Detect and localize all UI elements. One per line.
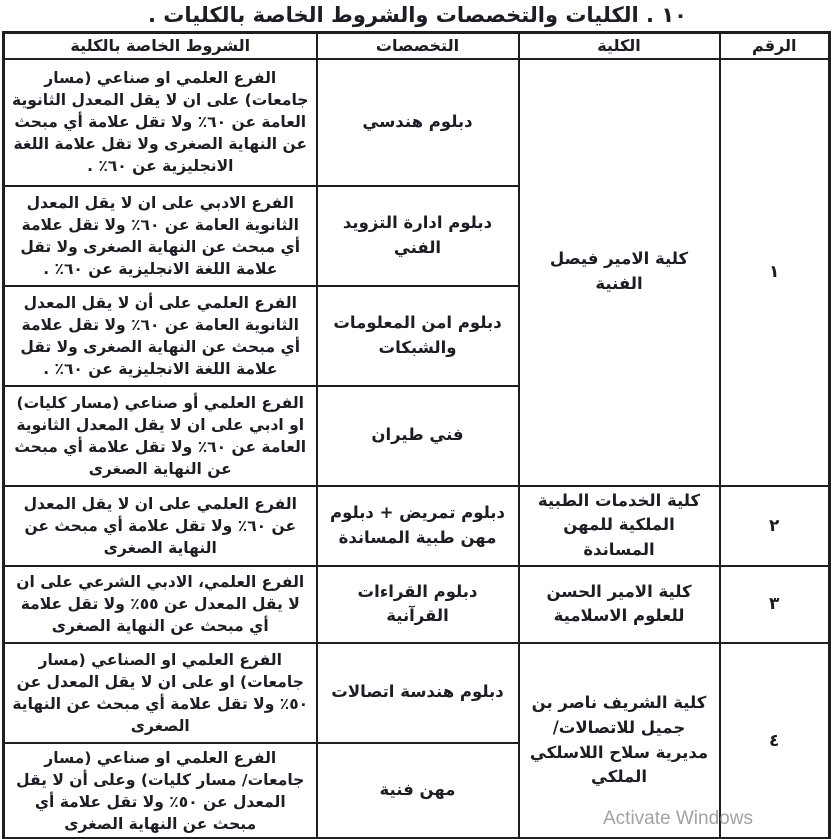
specialization-cell: دبلوم تمريض + دبلوم مهن طبية المساندة [317,486,519,566]
header-college: الكلية [519,33,720,59]
specialization-cell: دبلوم القراءات القرآنية [317,566,519,643]
page-title: ١٠ . الكليات والتخصصات والشروط الخاصة بالكليات . [148,3,687,27]
condition-cell: الفرع العلمي او صناعي (مسار جامعات) على ان لا يقل المعدل الثانوية العامة عن ٦٠٪ ولا تقل علامة أي مبحث عن النهاية الصغرى ولا تقل علامة اللغة الانجليزية عن ٦٠٪ . [4,59,317,186]
condition-cell: الفرع العلمي أو صناعي (مسار كليات) او ادبي على ان لا يقل المعدل الثانوية العامة عن ٦٠٪ ولا تقل علامة أي مبحث عن النهاية الصغرى [4,386,317,486]
header-conditions: الشروط الخاصة بالكلية [4,33,317,59]
specialization-cell: دبلوم ادارة التزويد الفني [317,186,519,286]
table-row [4,59,830,186]
condition-cell: الفرع العلمي او الصناعي (مسار جامعات) او على ان لا يقل المعدل عن ٥٠٪ ولا تقل علامة أي مبحث عن النهاية الصغرى [4,643,317,743]
table-row [4,643,830,743]
colleges-table [2,31,831,839]
condition-cell: الفرع العلمي على أن لا يقل المعدل الثانوية العامة عن ٦٠٪ ولا تقل علامة أي مبحث عن النهاية الصغرى ولا تقل علامة اللغة الانجليزية عن ٦٠٪ . [4,286,317,386]
college-cell: كلية الشريف ناصر بن جميل للاتصالات/ مديرية سلاح اللاسلكي الملكي [519,643,720,839]
condition-cell: الفرع العلمي او صناعي (مسار جامعات/ مسار كليات) وعلى أن لا يقل المعدل عن ٥٠٪ ولا تقل علامة أي مبحث عن النهاية الصغرى [4,743,317,839]
number-cell: ٣ [720,566,830,643]
condition-cell: الفرع العلمي، الادبي الشرعي على ان لا يقل المعدل عن ٥٥٪ ولا تقل علامة أي مبحث عن النهاية الصغرى [4,566,317,643]
header-specializations: التخصصات [317,33,519,59]
specialization-cell: فني طيران [317,386,519,486]
college-cell: كلية الخدمات الطبية الملكية للمهن المساندة [519,486,720,566]
college-cell: كلية الامير فيصل الفنية [519,59,720,486]
number-cell: ١ [720,59,830,486]
specialization-cell: دبلوم امن المعلومات والشبكات [317,286,519,386]
specialization-cell: دبلوم هندسة اتصالات [317,643,519,743]
number-cell: ٢ [720,486,830,566]
header-number: الرقم [720,33,830,59]
condition-cell: الفرع الادبي على ان لا يقل المعدل الثانوية العامة عن ٦٠٪ ولا تقل علامة أي مبحث عن النهاية الصغرى ولا تقل علامة اللغة الانجليزية عن ٦٠٪ . [4,186,317,286]
college-cell: كلية الامير الحسن للعلوم الاسلامية [519,566,720,643]
table-row [4,486,830,566]
specialization-cell: مهن فنية [317,743,519,839]
activate-windows-watermark: Activate Windows [603,808,753,829]
number-cell: ٤ [720,643,830,839]
condition-cell: الفرع العلمي على ان لا يقل المعدل عن ٦٠٪ ولا تقل علامة أي مبحث عن النهاية الصغرى [4,486,317,566]
table-row [4,566,830,643]
table-header-row [4,33,830,59]
specialization-cell: دبلوم هندسي [317,59,519,186]
